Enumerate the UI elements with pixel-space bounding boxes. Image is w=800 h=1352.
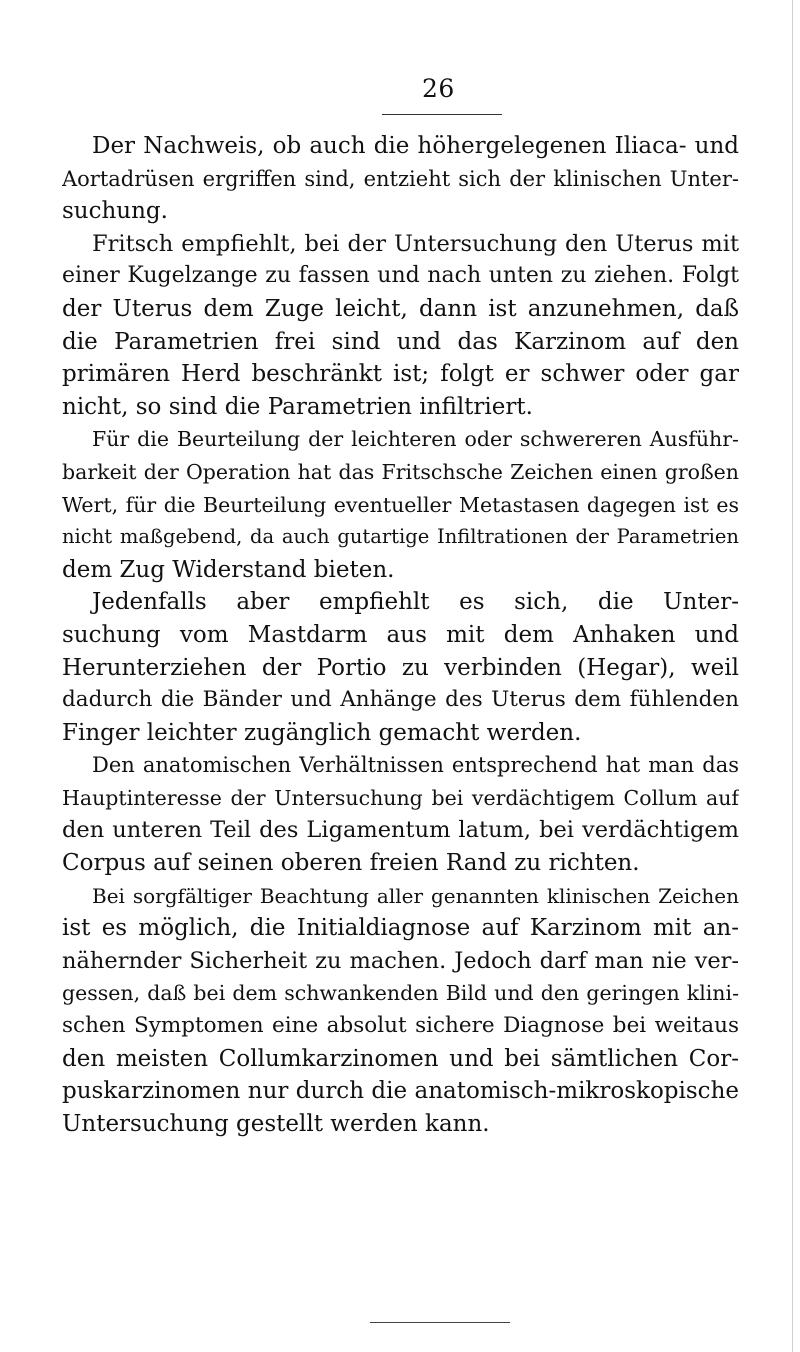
text-line: Für die Beurteilung der leichteren oder schwereren Ausführ- [92, 427, 739, 452]
text-line: Hauptinteresse der Untersuchung bei verdächtigem Collum auf [62, 785, 739, 810]
text-line: dadurch die Bänder und Anhänge des Uterus dem fühlenden [62, 687, 739, 713]
text-line: den meisten Collumkarzinomen und bei sämtlichen Cor- [62, 1045, 739, 1072]
text-line: einer Kugelzange zu fassen und nach unten zu ziehen. Folgt [62, 263, 739, 289]
text-line: der Uterus dem Zuge leicht, dann ist anzunehmen, daß [62, 295, 739, 322]
scan-edge [792, 0, 793, 1352]
page-number: 26 [422, 74, 455, 103]
text-line: suchung vom Mastdarm aus mit dem Anhaken und [62, 621, 739, 648]
text-line: Untersuchung gestellt werden kann. [62, 1110, 490, 1137]
text-line: suchung. [62, 198, 168, 225]
text-line: gessen, daß bei dem schwankenden Bild und den geringen klini- [62, 981, 739, 1006]
text-line: Corpus auf seinen oberen freien Rand zu richten. [62, 850, 640, 877]
footer-rule [370, 1322, 510, 1323]
text-line: barkeit der Operation hat das Fritschsche Zeichen einen großen [62, 459, 739, 484]
text-line: Herunterziehen der Portio zu verbinden (Hegar), weil [62, 654, 739, 681]
text-line: nicht, so sind die Parametrien infiltriert. [62, 393, 533, 420]
text-line: Bei sorgfältiger Beachtung aller genannten klinischen Zeichen [92, 883, 739, 908]
text-line: Der Nachweis, ob auch die höhergelegenen Iliaca- und [92, 133, 739, 159]
text-line: puskarzinomen nur durch die anatomisch-mikroskopische [62, 1078, 739, 1105]
text-line: den unteren Teil des Ligamentum latum, bei verdächtigem [62, 817, 739, 844]
text-line: die Parametrien frei sind und das Karzinom auf den [62, 328, 739, 355]
body-text [62, 130, 739, 1140]
header-rule [382, 114, 502, 115]
text-line: Jedenfalls aber empfiehlt es sich, die Unter- [92, 589, 739, 616]
text-line: Den anatomischen Verhältnissen entsprechend hat man das [92, 753, 739, 778]
text-line: Fritsch empfiehlt, bei der Untersuchung den Uterus mit [92, 230, 739, 257]
text-line: Finger leichter zugänglich gemacht werden. [62, 719, 582, 746]
text-line: Wert, für die Beurteilung eventueller Metastasen dagegen ist es [62, 492, 739, 517]
text-line: dem Zug Widerstand bieten. [62, 556, 395, 583]
text-line: ist es möglich, die Initialdiagnose auf Karzinom mit an- [62, 915, 739, 942]
text-line: schen Symptomen eine absolut sichere Diagnose bei weitaus [62, 1013, 739, 1039]
text-line: nähernder Sicherheit zu machen. Jedoch darf man nie ver- [62, 947, 739, 974]
text-line: Aortadrüsen ergriffen sind, entzieht sich der klinischen Unter- [62, 166, 739, 191]
text-line: primären Herd beschränkt ist; folgt er schwer oder gar [62, 361, 739, 388]
text-line: nicht maßgebend, da auch gutartige Infiltrationen der Parametrien [62, 525, 739, 549]
